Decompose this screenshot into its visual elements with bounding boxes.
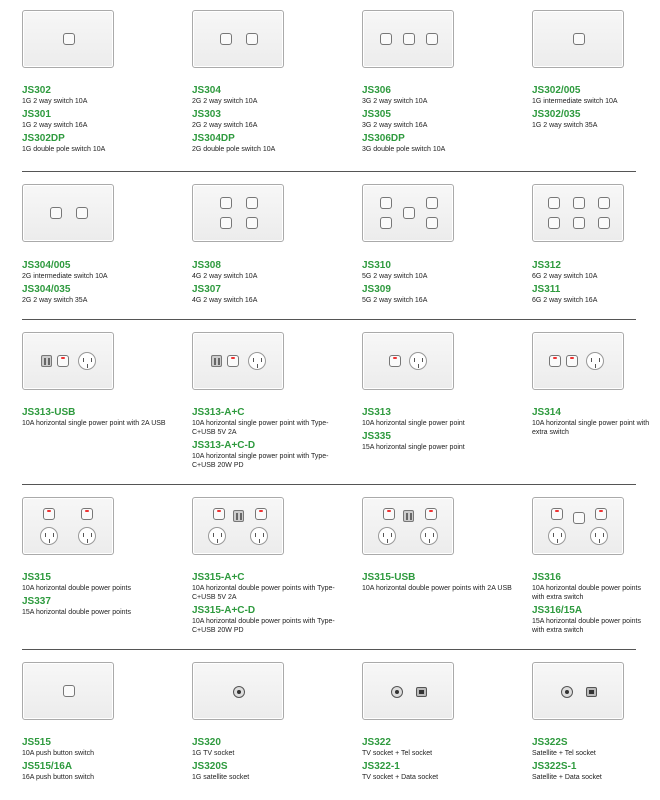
product-info — [532, 572, 650, 638]
switch-rocker-icon — [573, 512, 585, 524]
power-socket-icon — [548, 527, 566, 545]
switch-rocker-icon — [403, 207, 415, 219]
product-info — [192, 260, 342, 308]
product-image — [192, 332, 284, 390]
product-code: JS313-USB — [22, 407, 76, 418]
usb-port-icon — [403, 510, 414, 522]
usb-port-icon — [233, 510, 244, 522]
product-description: 3G double pole switch 10A — [362, 146, 446, 153]
product-description: 10A horizontal double power points with 2A USB — [362, 585, 512, 592]
product-image — [22, 10, 114, 68]
product-code: JS315-USB — [362, 572, 416, 583]
switch-rocker-icon — [63, 33, 75, 45]
product-description: 3G 2 way switch 16A — [362, 122, 428, 129]
product-description: 2G double pole switch 10A — [192, 146, 276, 153]
switch-rocker-icon — [63, 685, 75, 697]
product-code: JS313-A+C-D — [192, 440, 256, 451]
product-description: 15A horizontal single power point — [362, 444, 465, 451]
tv-coax-icon — [561, 686, 573, 698]
product-code: JS315-A+C — [192, 572, 245, 583]
product-image — [22, 497, 114, 555]
product-description: 10A horizontal double power points with Type-C+USB 5V 2A — [192, 585, 335, 601]
product-code: JS311 — [532, 284, 561, 295]
product-description: 15A horizontal double power points with extra switch — [532, 618, 641, 634]
product-code: JS515 — [22, 737, 51, 748]
data-port-icon — [416, 687, 427, 697]
product-image — [192, 662, 284, 720]
product-description: 10A horizontal single power point — [362, 420, 465, 427]
switch-rocker-icon — [57, 355, 69, 367]
product-image — [22, 662, 114, 720]
power-socket-icon — [590, 527, 608, 545]
power-socket-icon — [248, 352, 266, 370]
product-code: JS322S-1 — [532, 761, 577, 772]
switch-rocker-icon — [551, 508, 563, 520]
switch-rocker-icon — [246, 197, 258, 209]
product-info — [22, 737, 172, 785]
product-info — [192, 572, 342, 638]
product-code: JS316/15A — [532, 605, 583, 616]
product-info — [532, 407, 650, 440]
product-description: 16A push button switch — [22, 774, 94, 781]
product-description: 6G 2 way switch 10A — [532, 273, 598, 280]
power-socket-icon — [420, 527, 438, 545]
section-divider — [22, 171, 636, 172]
product-code: JS302 — [22, 85, 51, 96]
switch-rocker-icon — [50, 207, 62, 219]
usb-port-icon — [41, 355, 52, 367]
switch-rocker-icon — [227, 355, 239, 367]
product-description: 4G 2 way switch 10A — [192, 273, 258, 280]
product-info — [532, 737, 650, 785]
product-description: 1G intermediate switch 10A — [532, 98, 618, 105]
product-code: JS320 — [192, 737, 221, 748]
power-socket-icon — [208, 527, 226, 545]
product-code: JS310 — [362, 260, 391, 271]
product-description: 4G 2 way switch 16A — [192, 297, 258, 304]
product-image — [532, 662, 624, 720]
product-code: JS320S — [192, 761, 228, 772]
product-code: JS316 — [532, 572, 561, 583]
product-info — [362, 407, 512, 455]
product-info — [532, 260, 650, 308]
switch-rocker-icon — [573, 197, 585, 209]
product-info — [22, 572, 172, 620]
product-code: JS302DP — [22, 133, 65, 144]
product-info — [362, 572, 512, 596]
product-code: JS313 — [362, 407, 391, 418]
switch-rocker-icon — [573, 33, 585, 45]
product-description: 10A horizontal single power point with Type-C+USB 5V 2A — [192, 420, 329, 436]
product-description: 10A push button switch — [22, 750, 94, 757]
product-info — [362, 85, 512, 157]
power-socket-icon — [78, 352, 96, 370]
product-code: JS315 — [22, 572, 51, 583]
product-image — [532, 184, 624, 242]
product-code: JS322S — [532, 737, 568, 748]
product-description: 2G intermediate switch 10A — [22, 273, 108, 280]
product-image — [192, 10, 284, 68]
product-code: JS335 — [362, 431, 391, 442]
product-image — [362, 184, 454, 242]
product-description: 10A horizontal double power points — [22, 585, 131, 592]
product-code: JS314 — [532, 407, 561, 418]
usb-port-icon — [211, 355, 222, 367]
product-image — [532, 332, 624, 390]
product-image — [532, 497, 624, 555]
switch-rocker-icon — [426, 197, 438, 209]
product-description: 6G 2 way switch 16A — [532, 297, 598, 304]
product-info — [192, 85, 342, 157]
product-description: 1G satellite socket — [192, 774, 250, 781]
switch-rocker-icon — [213, 508, 225, 520]
product-image — [362, 10, 454, 68]
switch-rocker-icon — [76, 207, 88, 219]
switch-rocker-icon — [43, 508, 55, 520]
product-image — [362, 662, 454, 720]
switch-rocker-icon — [598, 217, 610, 229]
product-description: Satellite + Data socket — [532, 774, 602, 781]
product-code: JS301 — [22, 109, 51, 120]
product-description: 1G 2 way switch 10A — [22, 98, 88, 105]
product-description: 1G TV socket — [192, 750, 235, 757]
product-description: 10A horizontal single power point with 2A USB — [22, 420, 166, 427]
product-description: TV socket + Tel socket — [362, 750, 433, 757]
product-code: JS515/16A — [22, 761, 73, 772]
product-description: 2G 2 way switch 35A — [22, 297, 88, 304]
product-code: JS309 — [362, 284, 391, 295]
product-info — [22, 85, 172, 157]
switch-rocker-icon — [595, 508, 607, 520]
switch-rocker-icon — [426, 217, 438, 229]
product-code: JS312 — [532, 260, 561, 271]
product-description: 5G 2 way switch 16A — [362, 297, 428, 304]
switch-rocker-icon — [425, 508, 437, 520]
product-description: Satellite + Tel socket — [532, 750, 596, 757]
switch-rocker-icon — [548, 217, 560, 229]
product-code: JS304/035 — [22, 284, 71, 295]
switch-rocker-icon — [566, 355, 578, 367]
switch-rocker-icon — [573, 217, 585, 229]
section-divider — [22, 484, 636, 485]
product-code: JS304DP — [192, 133, 235, 144]
product-info — [192, 737, 342, 785]
product-description: 15A horizontal double power points — [22, 609, 131, 616]
switch-rocker-icon — [426, 33, 438, 45]
product-description: 1G 2 way switch 35A — [532, 122, 598, 129]
product-description: 10A horizontal double power points with extra switch — [532, 585, 641, 601]
section-divider — [22, 649, 636, 650]
product-code: JS307 — [192, 284, 221, 295]
product-code: JS304 — [192, 85, 221, 96]
product-code: JS315-A+C-D — [192, 605, 256, 616]
section-divider — [22, 319, 636, 320]
product-description: 2G 2 way switch 10A — [192, 98, 258, 105]
product-image — [192, 497, 284, 555]
product-info — [532, 85, 650, 133]
product-code: JS302/005 — [532, 85, 581, 96]
product-info — [22, 260, 172, 308]
product-description: 2G 2 way switch 16A — [192, 122, 258, 129]
product-description: 3G 2 way switch 10A — [362, 98, 428, 105]
product-code: JS305 — [362, 109, 391, 120]
switch-rocker-icon — [383, 508, 395, 520]
product-info — [362, 260, 512, 308]
product-description: 10A horizontal double power points with Type-C+USB 20W PD — [192, 618, 335, 634]
switch-rocker-icon — [380, 197, 392, 209]
product-description: TV socket + Data socket — [362, 774, 439, 781]
power-socket-icon — [409, 352, 427, 370]
switch-rocker-icon — [549, 355, 561, 367]
product-code: JS306DP — [362, 133, 405, 144]
product-code: JS337 — [22, 596, 51, 607]
switch-rocker-icon — [220, 197, 232, 209]
product-info — [192, 407, 342, 473]
product-info — [362, 737, 512, 785]
switch-rocker-icon — [598, 197, 610, 209]
power-socket-icon — [586, 352, 604, 370]
product-description: 10A horizontal single power point with extra switch — [532, 420, 650, 436]
switch-rocker-icon — [255, 508, 267, 520]
product-image — [362, 497, 454, 555]
product-image — [22, 332, 114, 390]
switch-rocker-icon — [81, 508, 93, 520]
switch-rocker-icon — [380, 217, 392, 229]
switch-rocker-icon — [220, 217, 232, 229]
product-description: 10A horizontal single power point with Type-C+USB 20W PD — [192, 453, 329, 469]
product-code: JS322-1 — [362, 761, 400, 772]
product-image — [362, 332, 454, 390]
product-code: JS302/035 — [532, 109, 581, 120]
product-image — [532, 10, 624, 68]
switch-rocker-icon — [389, 355, 401, 367]
switch-rocker-icon — [548, 197, 560, 209]
tv-coax-icon — [233, 686, 245, 698]
power-socket-icon — [250, 527, 268, 545]
product-code: JS308 — [192, 260, 221, 271]
product-description: 1G 2 way switch 16A — [22, 122, 88, 129]
product-description: 5G 2 way switch 10A — [362, 273, 428, 280]
product-info — [22, 407, 172, 431]
power-socket-icon — [78, 527, 96, 545]
product-code: JS303 — [192, 109, 221, 120]
product-code: JS313-A+C — [192, 407, 245, 418]
product-image — [22, 184, 114, 242]
product-image — [192, 184, 284, 242]
switch-rocker-icon — [380, 33, 392, 45]
product-code: JS306 — [362, 85, 391, 96]
power-socket-icon — [40, 527, 58, 545]
switch-rocker-icon — [246, 217, 258, 229]
tv-coax-icon — [391, 686, 403, 698]
switch-rocker-icon — [246, 33, 258, 45]
data-port-icon — [586, 687, 597, 697]
switch-rocker-icon — [220, 33, 232, 45]
product-description: 1G double pole switch 10A — [22, 146, 106, 153]
power-socket-icon — [378, 527, 396, 545]
product-code: JS304/005 — [22, 260, 71, 271]
switch-rocker-icon — [403, 33, 415, 45]
product-code: JS322 — [362, 737, 391, 748]
